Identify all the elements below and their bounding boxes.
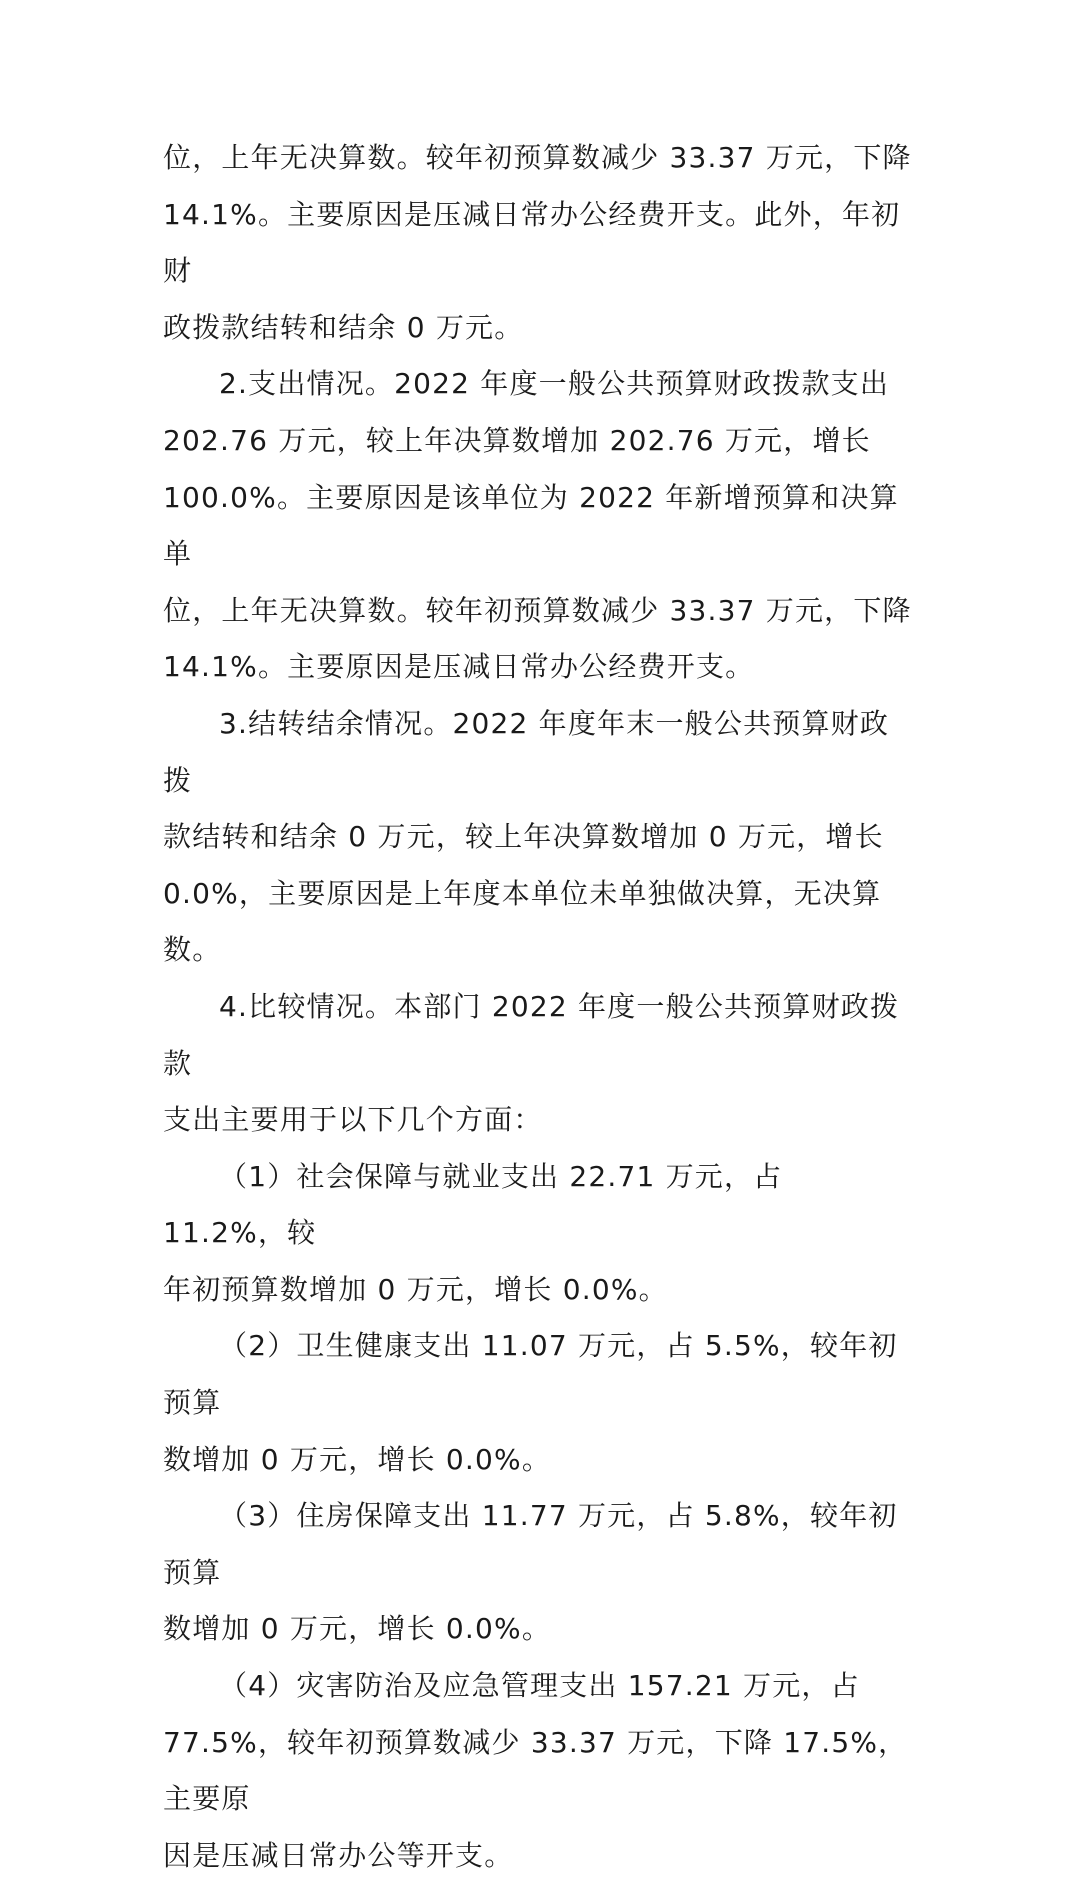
text-line: 100.0%。主要原因是该单位为 2022 年新增预算和决算单 [163,480,899,571]
text-line: 年初预算数增加 0 万元，增长 0.0%。 [163,1272,668,1306]
text-line: （4）灾害防治及应急管理支出 157.21 万元，占 [219,1669,860,1703]
text-line: 政拨款结转和结余 0 万元。 [163,310,524,344]
paragraph-item-housing [163,1488,913,1658]
paragraph-expenditure [163,356,913,696]
paragraph-item-social-security [163,1149,913,1319]
text-line: 位，上年无决算数。较年初预算数减少 33.37 万元，下降 [163,141,912,174]
text-line: （1）社会保障与就业支出 22.71 万元，占 11.2%，较 [163,1159,783,1250]
text-line: 2.支出情况。2022 年度一般公共预算财政拨款支出 [219,367,890,401]
text-line: 14.1%。主要原因是压减日常办公经费开支。此外，年初财 [163,197,901,288]
text-line: 4.比较情况。本部门 2022 年度一般公共预算财政拨款 [163,989,900,1080]
paragraph-carryover [163,696,913,979]
text-line: （3）住房保障支出 11.77 万元，占 5.8%，较年初预算 [163,1499,898,1589]
paragraph-item-disaster [163,1658,913,1884]
text-line: 数增加 0 万元，增长 0.0%。 [163,1442,552,1476]
text-line: 因是压减日常办公等开支。 [163,1838,514,1872]
text-line: 位，上年无决算数。较年初预算数减少 33.37 万元，下降 [163,593,912,627]
text-line: 77.5%，较年初预算数减少 33.37 万元，下降 17.5%，主要原 [163,1725,908,1816]
text-line: 202.76 万元，较上年决算数增加 202.76 万元，增长 [163,423,871,457]
text-line: 款结转和结余 0 万元，较上年决算数增加 0 万元，增长 [163,820,884,854]
paragraph-item-health [163,1318,913,1488]
document-body [163,130,913,1884]
text-line: 0.0%，主要原因是上年度本单位未单独做决算，无决算数。 [163,876,882,967]
text-line: 14.1%。主要原因是压减日常办公经费开支。 [163,650,755,684]
paragraph-comparison [163,979,913,1149]
text-line: 3.结转结余情况。2022 年度年末一般公共预算财政拨 [163,706,890,797]
text-line: 支出主要用于以下几个方面： [163,1103,543,1137]
paragraph-budget-continuation [163,130,913,356]
text-line: （2）卫生健康支出 11.07 万元，占 5.5%，较年初预算 [163,1329,898,1420]
text-line: 数增加 0 万元，增长 0.0%。 [163,1612,552,1646]
